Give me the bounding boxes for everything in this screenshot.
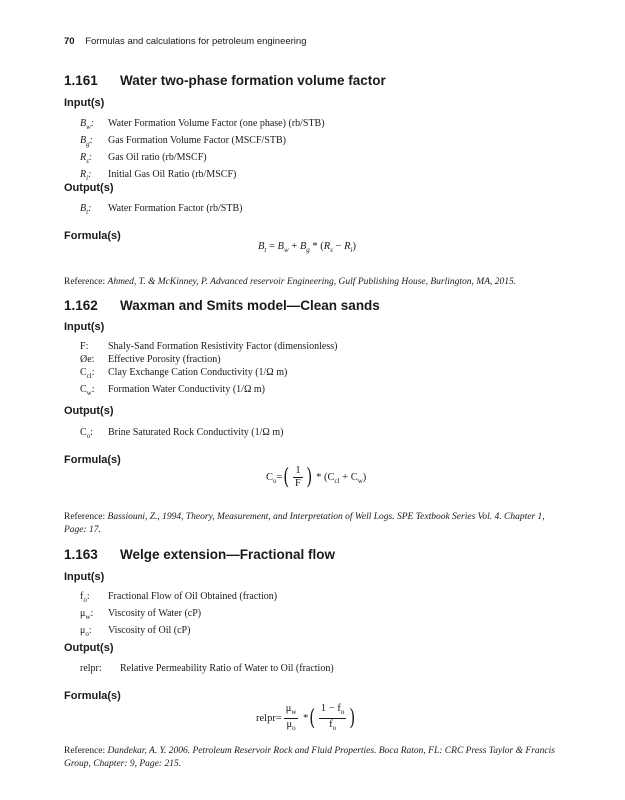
input-item: $R_i$: Initial Gas Oil Ratio (rb/MSCF) (80, 169, 237, 182)
outputs-heading: Output(s) (64, 405, 114, 417)
formula-heading: Formula(s) (64, 690, 121, 702)
section-title-1161: 1.161 Water two-phase formation volume factor (64, 73, 386, 88)
formula-heading: Formula(s) (64, 230, 121, 242)
input-item: $R_s$: Gas Oil ratio (rb/MSCF) (80, 152, 207, 165)
input-item: $B_g$: Gas Formation Volume Factor (MSCF/STB) (80, 135, 286, 148)
running-title: Formulas and calculations for petroleum engineering (85, 36, 307, 47)
output-item: $B_t$: Water Formation Factor (rb/STB) (80, 203, 243, 216)
page-number: 70 (64, 36, 75, 47)
output-item: $C_o$: Brine Saturated Rock Conductivity (1/Ω m) (80, 427, 284, 440)
formula-relpr: relpr= $\frac{\mu_w}{\mu_o}$ *( $\frac{1 - f_o}{f_o}$ ) (256, 703, 356, 733)
fraction: $\frac{1 - f_o}{f_o}$ (320, 703, 345, 733)
inputs-heading: Input(s) (64, 97, 105, 109)
input-item: $\mu_w$: Viscosity of Water (cP) (80, 608, 202, 621)
input-item: $f_o$: Fractional Flow of Oil Obtained (fraction) (80, 591, 278, 604)
fraction: $\frac{1}{F}$ (295, 465, 301, 489)
reference-1162: Reference: Bassiouni, Z., 1994, Theory, Measurement, and Interpretation of Well Logs. SPE Textbook Series Vol. 4. Chapter 1, Page: 17. (64, 512, 545, 535)
input-list (80, 117, 325, 185)
input-item: $\mu_o$: Viscosity of Oil (cP) (80, 625, 191, 638)
input-item: F: Shaly-Sand Formation Resistivity Factor (dimensionless) (80, 341, 338, 352)
output-list (80, 202, 242, 219)
section-title-1163: 1.163 Welge extension—Fractional flow (64, 547, 336, 562)
output-list (80, 426, 283, 443)
inputs-heading: Input(s) (64, 571, 105, 583)
input-item: $B_w$: Water Formation Volume Factor (one phase) (rb/STB) (80, 118, 325, 131)
running-header (64, 36, 306, 47)
outputs-heading: Output(s) (64, 182, 114, 194)
input-list (80, 590, 277, 641)
input-item: $C_{cl}$: Clay Exchange Cation Conductivity (1/Ω m) (80, 367, 288, 380)
outputs-heading: Output(s) (64, 642, 114, 654)
reference-1163: Reference: Dandekar, A. Y. 2006. Petroleum Reservoir Rock and Fluid Properties. Boca Raton, FL: CRC Press Taylor & Francis Group, Chapter: 9, Page: 215. (64, 746, 555, 769)
input-item: $C_w$: Formation Water Conductivity (1/Ω m) (80, 384, 265, 397)
input-item: Øe: Effective Porosity (fraction) (80, 354, 221, 365)
formula-bt: $B_t = B_w + B_g * (R_s - R_i)$ (258, 241, 356, 255)
inputs-heading: Input(s) (64, 321, 105, 333)
formula-co: $C_o=$( $\frac{1}{F}$ ) * $(C_{cl} + C_w)$ (266, 464, 367, 490)
input-list (80, 340, 337, 400)
reference-1161: Reference: Ahmed, T. & McKinney, P. Advanced reservoir Engineering, Gulf Publishing House, Burlington, MA, 2015. (64, 277, 517, 287)
fraction: $\frac{\mu_w}{\mu_o}$ (285, 703, 297, 733)
output-list (80, 662, 334, 675)
section-title-1162: 1.162 Waxman and Smits model—Clean sands (64, 298, 380, 313)
formula-heading: Formula(s) (64, 454, 121, 466)
output-item: relpr: Relative Permeability Ratio of Water to Oil (fraction) (80, 663, 334, 674)
